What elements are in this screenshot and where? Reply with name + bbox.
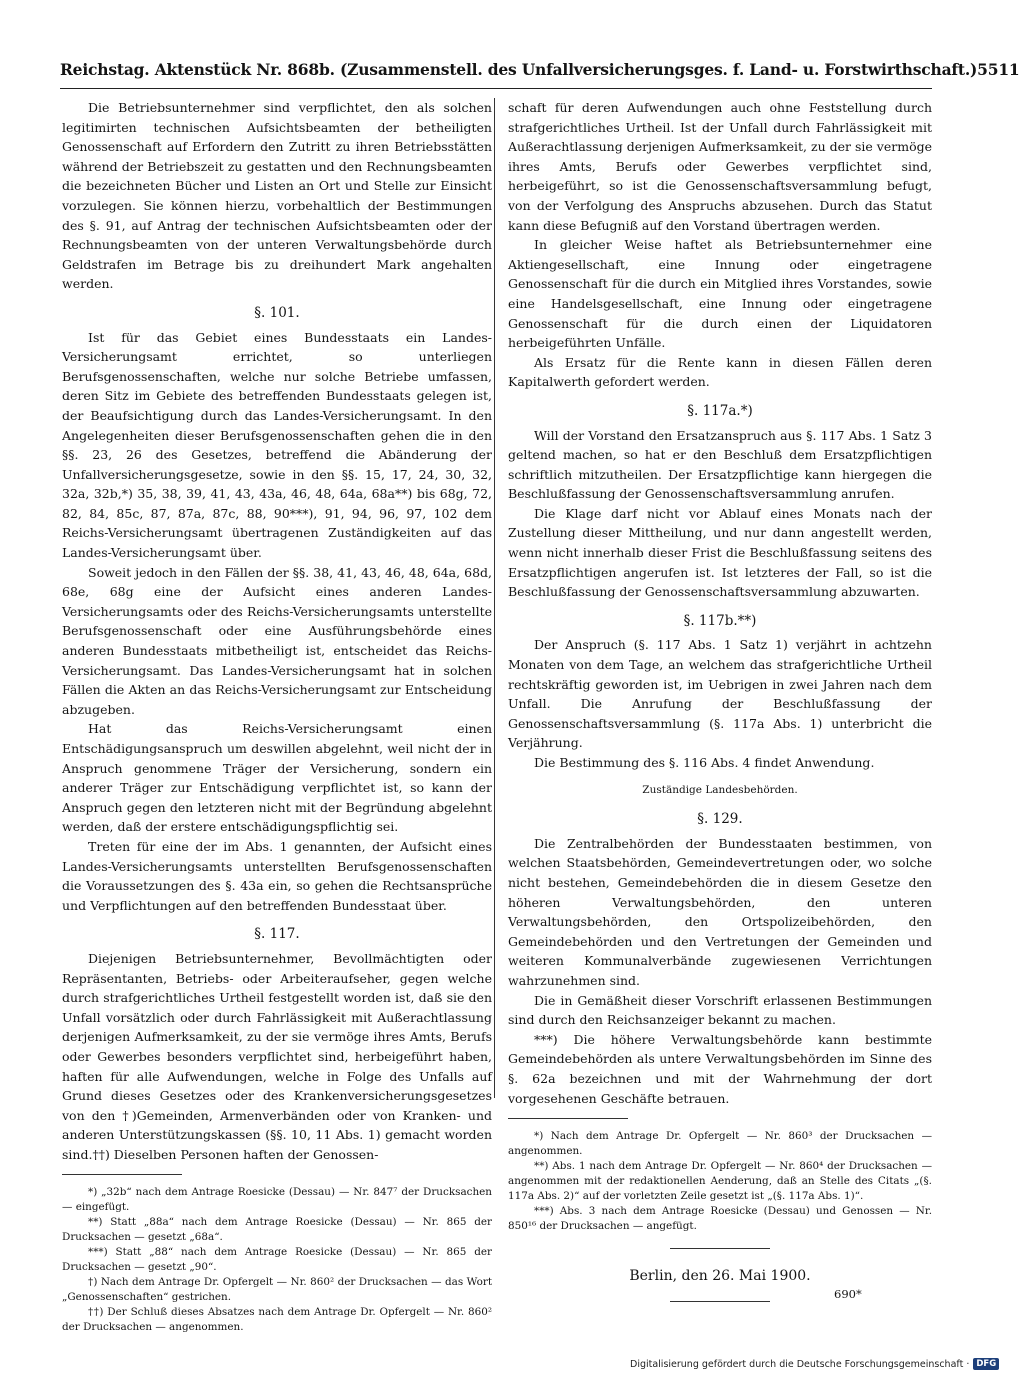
section-heading: §. 101. <box>254 304 300 321</box>
footnote-rule <box>62 1174 182 1175</box>
footnote: *) „32b“ nach dem Antrage Roesicke (Dessau) — Nr. 847⁷ der Drucksachen — eingefügt. <box>62 1186 492 1214</box>
dfg-logo-icon: DFG <box>973 1358 999 1370</box>
date-line: Berlin, den 26. Mai 1900. <box>629 1268 811 1285</box>
separator-rule <box>670 1248 770 1249</box>
section-heading: §. 117. <box>254 926 300 943</box>
paragraph: Die Klage darf nicht vor Ablauf eines Monats nach der Zustellung dieser Mittheilung, und nur dann angestellt werden, wenn nicht innerhalb dieser Frist die Beschlußfassung seitens des Ersatzpflichtigen angerufen ist. Ist letzteres der Fall, so ist die Beschlußfassung der Genossenschaftsversammlung abzuwarten. <box>508 505 932 600</box>
paragraph: Treten für eine der im Abs. 1 genannten, der Aufsicht eines Landes-Versicherungsamts unterstellten Berufsgenossenschaften die Voraussetzungen des §. 43a ein, so gehen die Rechtsansprüche und Verpflichtungen auf den betreffenden Bundesstaat über. <box>62 838 492 913</box>
subheading: Zuständige Landesbehörden. <box>642 783 798 796</box>
paragraph: Die Bestimmung des §. 116 Abs. 4 findet Anwendung. <box>534 755 875 770</box>
footnote: ***) Abs. 3 nach dem Antrage Roesicke (Dessau) und Genossen — Nr. 850¹⁶ der Drucksachen — angefügt. <box>508 1205 932 1233</box>
paragraph: Die Zentralbehörden der Bundesstaaten bestimmen, von welchen Staatsbehörden, Gemeindevertretungen oder, wo solche nicht bestehen, Gemeindebehörden die in diesem Gesetze den höheren Verwaltungsbehörden, den unteren Verwaltungsbehörden, den Ortspolizeibehörden, den Gemeindebehörden und den Vertretungen der Gemeinden und weiteren Kommunalverbände zugewiesenen Verrichtungen wahrzunehmen sind. <box>508 835 932 988</box>
footnote: *) Nach dem Antrage Dr. Opfergelt — Nr. 860³ der Drucksachen — angenommen. <box>508 1130 932 1158</box>
header-page-number: 5511 <box>977 60 1020 79</box>
right-column <box>508 98 932 1316</box>
digitization-credit <box>630 1358 999 1370</box>
paragraph: Will der Vorstand den Ersatzanspruch aus §. 117 Abs. 1 Satz 3 geltend machen, so hat er den Beschluß dem Ersatzpflichtigen schriftlich mitzutheilen. Der Ersatzpflichtige kann hiergegen die Beschlußfassung der Genossenschaftsversammlung anrufen. <box>508 427 932 502</box>
column-divider <box>494 98 495 1098</box>
paragraph: In gleicher Weise haftet als Betriebsunternehmer eine Aktiengesellschaft, eine Innung oder eingetragene Genossenschaft für die durch ein Mitglied ihres Vorstandes, sowie eine Handelsgesellschaft, eine Innung oder eingetragene Genossenschaft für die durch einen der Liquidatoren herbeigeführten Unfälle. <box>508 237 932 351</box>
paragraph: Hat das Reichs-Versicherungsamt einen Entschädigungsanspruch um deswillen abgelehnt, weil nicht der in Anspruch genommene Träger der Versicherung, sondern ein anderer Träger zur Entschädigung verpflichtet ist, so kann der Anspruch gegen den letzteren nicht mit der Begründung abgelehnt werden, daß der erstere entschädigungspflichtig sei. <box>62 721 492 835</box>
paragraph: Ist für das Gebiet eines Bundesstaats ein Landes-Versicherungsamt errichtet, so unterliegen Berufsgenossenschaften, welche nur solche Betriebe umfassen, deren Sitz im Gebiete des betreffenden Bundesstaats gelegen ist, der Beaufsichtigung durch das Landes-Versicherungsamt. In den Angelegenheiten dieser Berufsgenossenschaften gehen die in den §§. 23, 26 des Gesetzes, betreffend die Abänderung der Unfallversicherungsgesetze, sowie in den §§. 15, 17, 24, 30, 32, 32a, 32b,*) 35, 38, 39, 41, 43, 43a, 46, 48, 64a, 68a**) bis 68g, 72, 82, 84, 85c, 87, 87a, 87c, 88, 90***), 91, 94, 96, 97, 102 dem Reichs-Versicherungsamt übertragenen Zuständigkeiten auf das Landes-Versicherungsamt über. <box>62 329 492 561</box>
footnote-rule <box>508 1118 628 1119</box>
footnote: †) Nach dem Antrage Dr. Opfergelt — Nr. 860² der Drucksachen — das Wort „Genossenschaften“ gestrichen. <box>62 1276 492 1304</box>
paragraph: schaft für deren Aufwendungen auch ohne Feststellung durch strafgerichtliches Urtheil. Ist der Unfall durch Fahrlässigkeit mit Außerachtlassung derjenigen Aufmerksamkeit, zu der sie vermöge ihres Amts, Berufs oder Gewerbes verpflichtet sind, herbeigeführt, so ist die Genossenschaftsversammlung befugt, von der Verfolgung des Anspruchs abzusehen. Durch das Statut kann diese Befugniß auf den Vorstand übertragen werden. <box>508 100 932 233</box>
paragraph: Der Anspruch (§. 117 Abs. 1 Satz 1) verjährt in achtzehn Monaten von dem Tage, an welchem das strafgerichtliche Urtheil rechtskräftig geworden ist, im Uebrigen in zwei Jahren nach dem Unfall. Die Anrufung der Beschlußfassung der Genossenschaftsversammlung (§. 117a Abs. 1) unterbricht die Verjährung. <box>508 637 932 751</box>
footnote: ††) Der Schluß dieses Absatzes nach dem Antrage Dr. Opfergelt — Nr. 860² der Drucksachen — angenommen. <box>62 1306 492 1334</box>
footnote: **) Abs. 1 nach dem Antrage Dr. Opfergelt — Nr. 860⁴ der Drucksachen — angenommen mit der redaktionellen Aenderung, daß an Stelle des Citats „(§. 117a Abs. 2)“ auf der vorletzten Zeile gesetzt ist „(§. 117a Abs. 1)“. <box>508 1160 932 1203</box>
separator-rule <box>670 1301 770 1302</box>
header-title: Reichstag. Aktenstück Nr. 868b. (Zusammenstell. des Unfallversicherungsges. f. Land- u. Forstwirthschaft.) <box>60 60 978 79</box>
paragraph: Als Ersatz für die Rente kann in diesen Fällen deren Kapitalwerth gefordert werden. <box>508 354 932 390</box>
page-mark: 690* <box>834 1287 862 1301</box>
paragraph: Die Betriebsunternehmer sind verpflichtet, den als solchen legitimirten technischen Aufsichtsbeamten der betheiligten Genossenschaft auf Erfordern den Zutritt zu ihren Betriebsstätten während der Betriebszeit zu gestatten und den Rechnungsbeamten die bezeichneten Bücher und Listen an Ort und Stelle zur Einsicht vorzulegen. Sie können hierzu, vorbehaltlich der Bestimmungen des §. 91, auf Antrag der technischen Aufsichtsbeamten oder der Rechnungsbeamten von der unteren Verwaltungsbehörde durch Geldstrafen im Betrage bis zu dreihundert Mark angehalten werden. <box>62 100 492 292</box>
paragraph: Die in Gemäßheit dieser Vorschrift erlassenen Bestimmungen sind durch den Reichsanzeiger bekannt zu machen. <box>508 992 932 1028</box>
header-rule <box>60 88 932 89</box>
running-header <box>60 60 1020 84</box>
paragraph: Diejenigen Betriebsunternehmer, Bevollmächtigten oder Repräsentanten, Betriebs- oder Arbeiteraufseher, gegen welche durch strafgerichtliches Urtheil festgestellt worden ist, daß sie den Unfall vorsätzlich oder durch Fahrlässigkeit mit Außerachtlassung derjenigen Aufmerksamkeit, zu der sie vermöge ihres Amts, Berufs oder Gewerbes besonders verpflichtet sind, herbeigeführt haben, haften für alle Aufwendungen, welche in Folge des Unfalls auf Grund dieses Gesetzes oder des Krankenversicherungsgesetzes von den †)Gemeinden, Armenverbänden oder von Kranken- und anderen Unterstützungskassen (§§. 10, 11 Abs. 1) gemacht worden sind.††) Dieselben Personen haften der Genossen- <box>62 950 492 1162</box>
section-heading: §. 117b.**) <box>683 612 757 629</box>
section-heading: §. 129. <box>697 811 743 828</box>
paragraph: ***) Die höhere Verwaltungsbehörde kann bestimmte Gemeindebehörden als untere Verwaltungsbehörden im Sinne des §. 62a bezeichnen und mit der Wahrnehmung der dort vorgesehenen Geschäfte betrauen. <box>508 1031 932 1106</box>
left-column <box>62 98 492 1335</box>
credit-text: Digitalisierung gefördert durch die Deutsche Forschungsgemeinschaft · <box>630 1358 970 1370</box>
footnote: ***) Statt „88“ nach dem Antrage Roesicke (Dessau) — Nr. 865 der Drucksachen — gesetzt „90“. <box>62 1246 492 1274</box>
footnote: **) Statt „88a“ nach dem Antrage Roesicke (Dessau) — Nr. 865 der Drucksachen — gesetzt „68a“. <box>62 1216 492 1244</box>
section-heading: §. 117a.*) <box>687 402 753 419</box>
paragraph: Soweit jedoch in den Fällen der §§. 38, 41, 43, 46, 48, 64a, 68d, 68e, 68g eine der Aufsicht eines anderen Landes-Versicherungsamts oder des Reichs-Versicherungsamts unterstellte Berufsgenossenschaft oder eine Ausführungsbehörde eines anderen Bundesstaats mitbetheiligt ist, entscheidet das Reichs-Versicherungsamt. Das Landes-Versicherungsamt hat in solchen Fällen die Akten an das Reichs-Versicherungsamt zur Entscheidung abzugeben. <box>62 564 492 717</box>
